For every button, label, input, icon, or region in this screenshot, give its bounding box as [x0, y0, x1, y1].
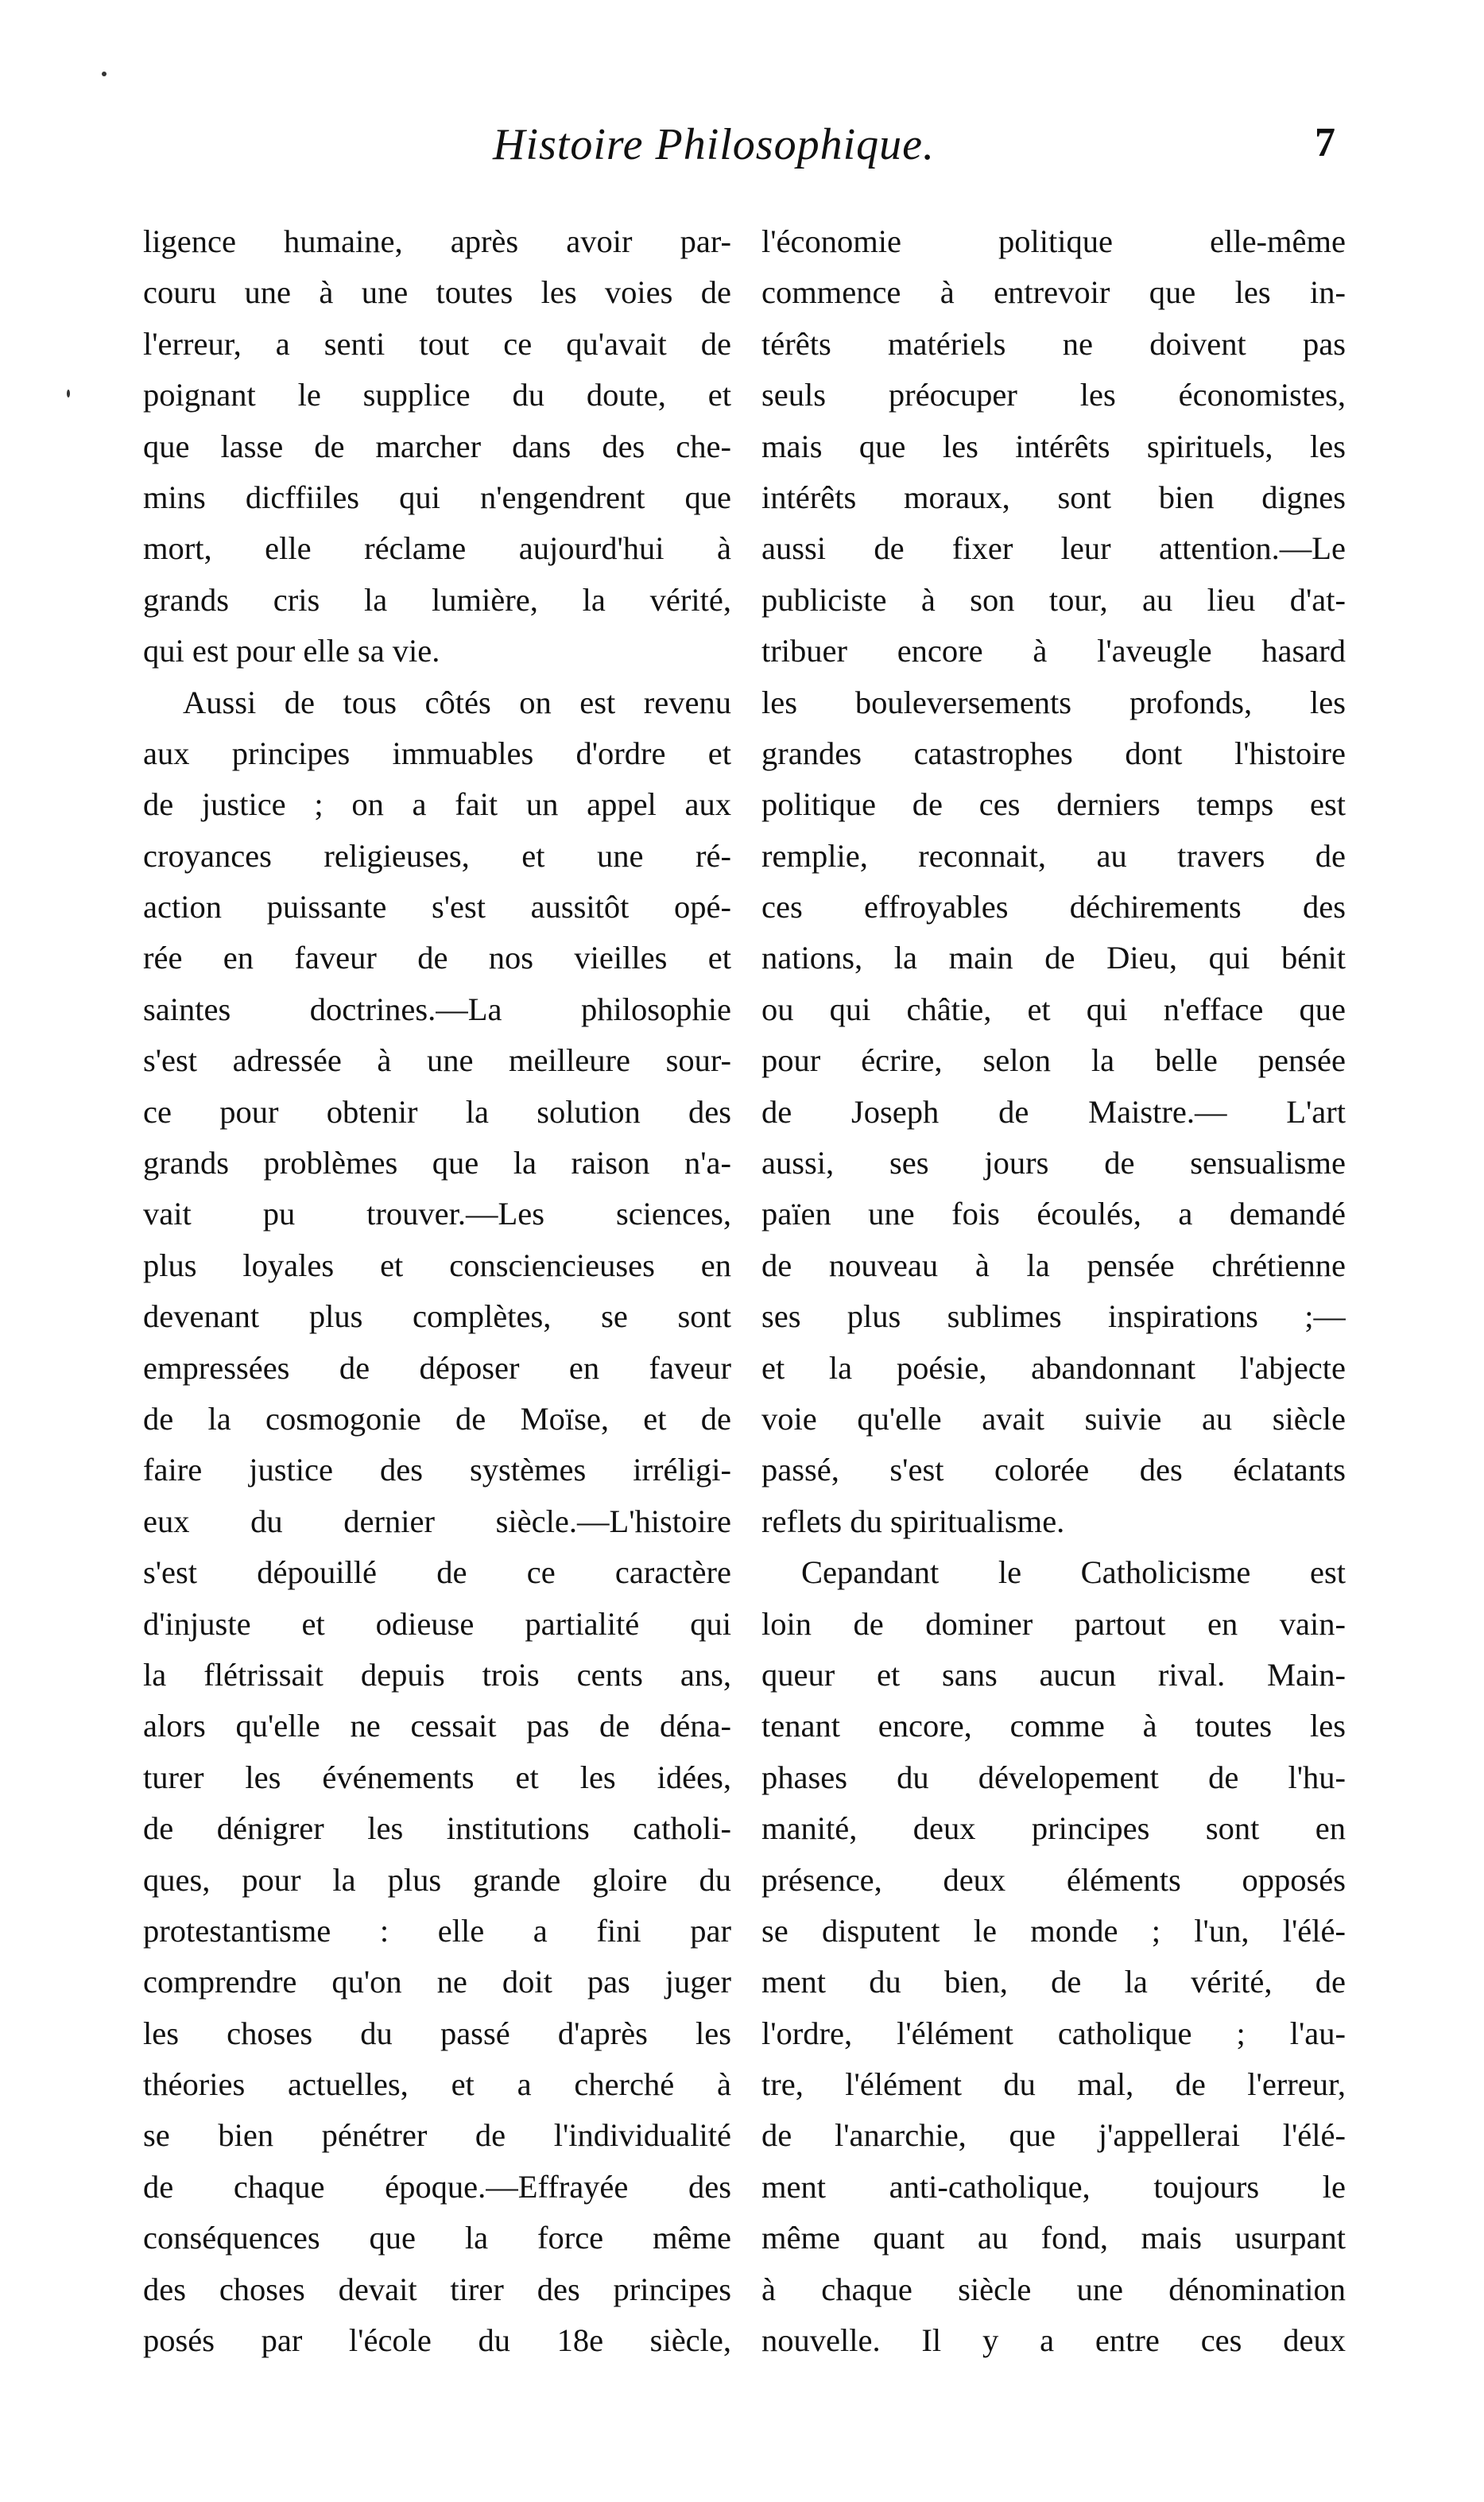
text-line: pour écrire, selon la belle pensée [761, 1042, 1346, 1079]
text-line: ques, pour la plus grande gloire du [143, 1861, 731, 1898]
text-line: rée en faveur de nos vieilles et [143, 940, 731, 976]
text-line: aussi de fixer leur attention.—Le [761, 530, 1346, 567]
text-line: saintes doctrines.—La philosophie [143, 991, 731, 1027]
text-line: turer les événements et les idées, [143, 1759, 731, 1795]
text-line: nouvelle. Il y a entre ces deux [761, 2322, 1346, 2359]
text-line: se disputent le monde ; l'un, l'élé- [761, 1912, 1346, 1949]
text-line: se bien pénétrer de l'individualité [143, 2117, 731, 2154]
right-column [761, 216, 1346, 2366]
text-line: de justice ; on a fait un appel aux [143, 786, 731, 823]
text-line: seuls préocuper les économistes, [761, 377, 1346, 413]
text-line: politique de ces derniers temps est [761, 786, 1346, 823]
text-line: protestantisme : elle a fini par [143, 1912, 731, 1949]
text-line: grands problèmes que la raison n'a- [143, 1145, 731, 1181]
text-line: ou qui châtie, et qui n'efface que [761, 991, 1346, 1027]
text-line: ment anti-catholique, toujours le [761, 2168, 1346, 2205]
text-line: passé, s'est colorée des éclatants [761, 1452, 1346, 1488]
text-line: croyances religieuses, et une ré- [143, 837, 731, 874]
text-line: théories actuelles, et a cherché à [143, 2066, 731, 2103]
text-line: de l'anarchie, que j'appellerai l'élé- [761, 2117, 1346, 2154]
text-line: manité, deux principes sont en [761, 1810, 1346, 1847]
text-line: présence, deux éléments opposés [761, 1861, 1346, 1898]
text-line: païen une fois écoulés, a demandé [761, 1196, 1346, 1232]
text-line: la flétrissait depuis trois cents ans, [143, 1656, 731, 1693]
text-line: comprendre qu'on ne doit pas juger [143, 1964, 731, 2000]
text-line: mais que les intérêts spirituels, les [761, 428, 1346, 464]
text-line: couru une à une toutes les voies de [143, 274, 731, 311]
text-line: des choses devait tirer des principes [143, 2271, 731, 2307]
text-line: Aussi de tous côtés on est revenu [183, 684, 731, 720]
text-line: aux principes immuables d'ordre et [143, 735, 731, 771]
text-line: s'est dépouillé de ce caractère [143, 1554, 731, 1591]
text-line: l'économie politique elle-même [761, 223, 1346, 259]
text-line: Cepandant le Catholicisme est [801, 1554, 1346, 1591]
running-title: Histoire Philosophique. [493, 120, 936, 169]
text-line: voie qu'elle avait suivie au siècle [761, 1400, 1346, 1437]
text-line: nations, la main de Dieu, qui bénit [761, 940, 1346, 976]
text-line: conséquences que la force même [143, 2220, 731, 2256]
text-line: s'est adressée à une meilleure sour- [143, 1042, 731, 1079]
text-line: à chaque siècle une dénomination [761, 2271, 1346, 2307]
text-line: de chaque époque.—Effrayée des [143, 2168, 731, 2205]
text-line: vait pu trouver.—Les sciences, [143, 1196, 731, 1232]
text-line: faire justice des systèmes irréligi- [143, 1452, 731, 1488]
text-line: même quant au fond, mais usurpant [761, 2220, 1346, 2256]
text-line: térêts matériels ne doivent pas [761, 325, 1346, 362]
text-line: de Joseph de Maistre.— L'art [761, 1093, 1346, 1130]
text-line: devenant plus complètes, se sont [143, 1298, 731, 1335]
text-line: action puissante s'est aussitôt opé- [143, 889, 731, 925]
text-line: et la poésie, abandonnant l'abjecte [761, 1349, 1346, 1386]
text-line: ce pour obtenir la solution des [143, 1093, 731, 1130]
running-head [143, 119, 1335, 191]
text-line: phases du dévelopement de l'hu- [761, 1759, 1346, 1795]
text-line: loin de dominer partout en vain- [761, 1605, 1346, 1642]
text-line: grandes catastrophes dont l'histoire [761, 735, 1346, 771]
ink-speck [67, 390, 70, 398]
text-line: de nouveau à la pensée chrétienne [761, 1247, 1346, 1283]
text-line: mins dicffiiles qui n'engendrent que [143, 479, 731, 515]
left-column [143, 216, 731, 2366]
text-line: qui est pour elle sa vie. [143, 633, 440, 669]
text-line: plus loyales et consciencieuses en [143, 1247, 731, 1283]
text-line: tenant encore, comme à toutes les [761, 1708, 1346, 1744]
text-line: l'erreur, a senti tout ce qu'avait de [143, 325, 731, 362]
text-line: d'injuste et odieuse partialité qui [143, 1605, 731, 1642]
page-number: 7 [1315, 120, 1335, 165]
text-line: les choses du passé d'après les [143, 2015, 731, 2051]
text-line: grands cris la lumière, la vérité, [143, 581, 731, 618]
text-line: ces effroyables déchirements des [761, 889, 1346, 925]
text-line: queur et sans aucun rival. Main- [761, 1656, 1346, 1693]
text-line: eux du dernier siècle.—L'histoire [143, 1503, 731, 1539]
text-line: que lasse de marcher dans des che- [143, 428, 731, 464]
text-line: tribuer encore à l'aveugle hasard [761, 633, 1346, 669]
text-line: alors qu'elle ne cessait pas de déna- [143, 1708, 731, 1744]
ink-speck [102, 72, 107, 76]
text-line: posés par l'école du 18e siècle, [143, 2322, 731, 2359]
text-line: commence à entrevoir que les in- [761, 274, 1346, 311]
text-line: reflets du spiritualisme. [761, 1503, 1065, 1539]
text-line: ligence humaine, après avoir par- [143, 223, 731, 259]
text-line: publiciste à son tour, au lieu d'at- [761, 581, 1346, 618]
text-line: empressées de déposer en faveur [143, 1349, 731, 1386]
text-line: les bouleversements profonds, les [761, 684, 1346, 720]
text-line: de la cosmogonie de Moïse, et de [143, 1400, 731, 1437]
text-line: ses plus sublimes inspirations ;— [761, 1298, 1346, 1335]
text-line: aussi, ses jours de sensualisme [761, 1145, 1346, 1181]
text-line: poignant le supplice du doute, et [143, 377, 731, 413]
text-line: l'ordre, l'élément catholique ; l'au- [761, 2015, 1346, 2051]
text-line: tre, l'élément du mal, de l'erreur, [761, 2066, 1346, 2103]
text-line: remplie, reconnait, au travers de [761, 837, 1346, 874]
text-line: de dénigrer les institutions catholi- [143, 1810, 731, 1847]
text-line: mort, elle réclame aujourd'hui à [143, 530, 731, 567]
text-line: intérêts moraux, sont bien dignes [761, 479, 1346, 515]
text-line: ment du bien, de la vérité, de [761, 1964, 1346, 2000]
